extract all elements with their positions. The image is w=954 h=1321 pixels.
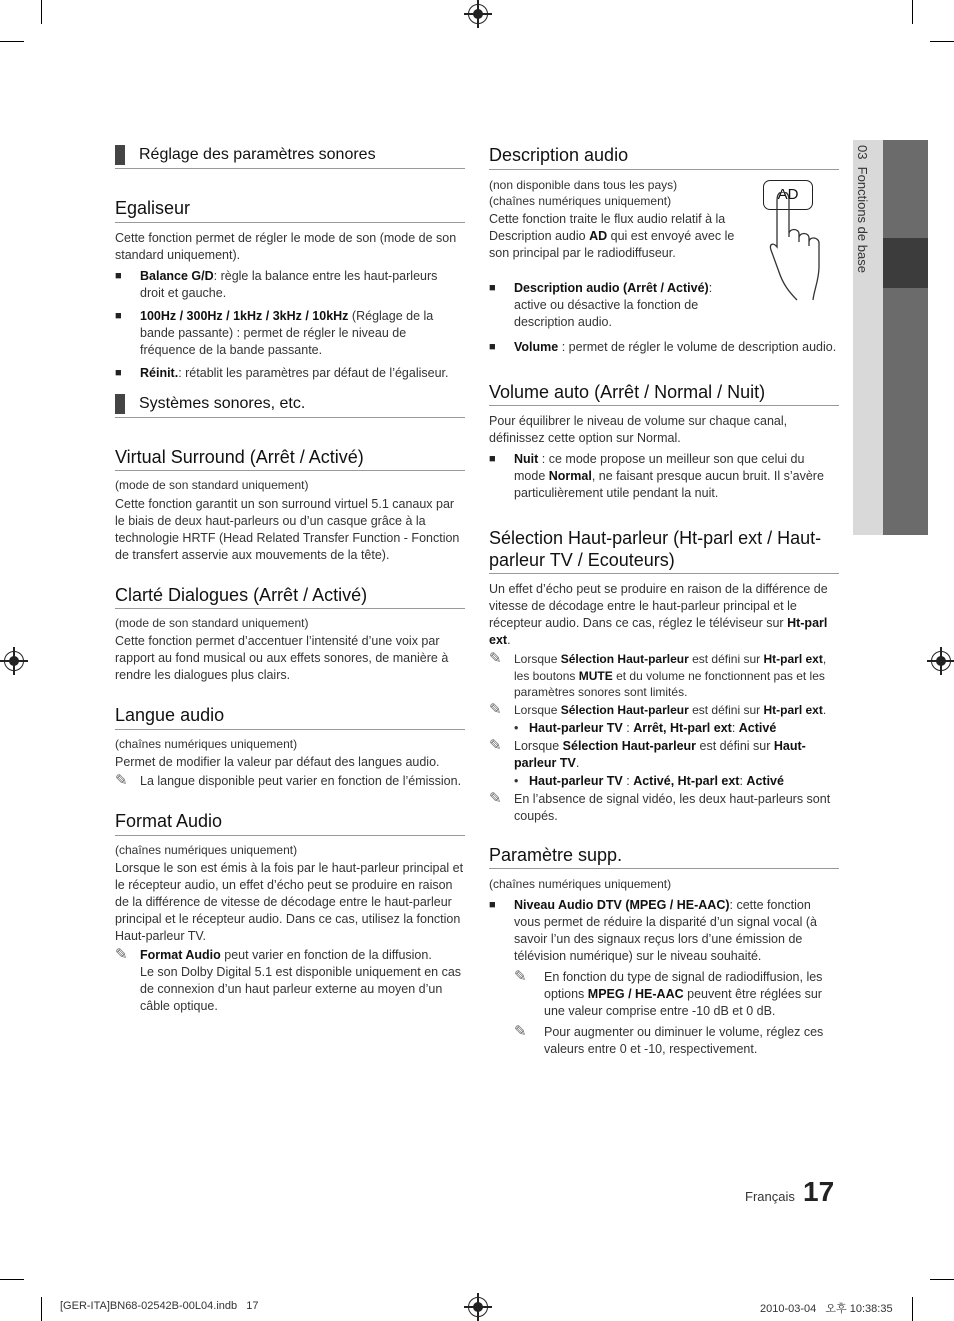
list-item: ■ Nuit : ce mode propose un meilleur son que celui du mode Normal, ne faisant presque aucun bruit. Il s’avère particulièrement utile pendant la nuit.	[489, 452, 824, 501]
note: ✎ En fonction du type de signal de radiodiffusion, les options MPEG / HE-AAC peuvent être réglées sur une valeur comprise entre -10 dB et 0 dB.	[514, 967, 823, 1018]
chapter-title: 03 Fonctions de base	[855, 145, 870, 273]
list-item: ■ Description audio (Arrêt / Activé): active ou désactive la fonction de description audio.	[489, 280, 713, 329]
list-item: ■ Réinit.: rétablit les paramètres par défaut de l’égaliseur.	[115, 365, 449, 380]
pencil-icon: ✎	[489, 789, 502, 807]
heading-virtual-surround: Virtual Surround (Arrêt / Activé)	[115, 447, 465, 472]
note: ✎ En l’absence de signal vidéo, les deux haut-parleurs sont coupés.	[489, 789, 831, 823]
registration-mark-icon	[931, 651, 951, 671]
registration-mark-icon	[4, 651, 24, 671]
crop-mark	[912, 1297, 913, 1321]
pencil-icon: ✎	[514, 967, 527, 985]
chapter-tab-dark	[883, 140, 928, 535]
pencil-icon: ✎	[489, 701, 502, 719]
note: ✎ Lorsque Sélection Haut-parleur est défini sur Haut-parleur TV.	[489, 736, 806, 770]
right-column: Description audio (non disponible dans tous les pays) (chaînes numériques uniquement) Cette fonction traite le flux audio relatif à la Description audio AD qui est envoyé avec le son principal par le radiodiffuseur. AD ■ Description audio (Arrêt / Activé): active ou désactive la fonction de description audio. ■ Volume : permet de régler le volume de description audio. Volume auto (Arrêt / Normal / Nuit) Pour équilibrer le niveau de volume sur chaque canal, définissez cette option sur Normal. ■ Nuit : ce mode propose un meilleur son que celui du mode Normal, ne faisant presque aucun bruit. Il s’avère particulièrement utile pendant la nuit. Sélection Haut-parleur (Ht-parl ext / Haut-parleur TV / Ecouteurs) Un effet d’écho peut se produire en raison de la différence de vitesse de décodage entre le haut-parleur principal et le récepteur audio. Dans ce cas, réglez le téléviseur sur Ht-parl ext. ✎ Lorsque Sélection Haut-parleur est défini sur Ht-parl ext, les boutons MUTE et du volume ne fonctionnent pas et les paramètres sonores sont limités. ✎ Lorsque Sélection Haut-parleur est défini sur Ht-parl ext. • Haut-parleur TV : Arrêt, Ht-parl ext: Activé ✎ Lorsque Sélection Haut-parleur est défini sur Haut-parleur TV. • Haut-parleur TV : Activé, Ht-parl ext: Activé ✎ En l’absence de signal vidéo, les deux haut-parleurs sont coupés. Paramètre supp. (chaînes numériques uniquement) ■ Niveau Audio DTV (MPEG / HE-AAC): cette fonction vous permet de réduire la disparité d’un signal vocal (à savoir l’un des signaux reçus lors d’une émission de télévision numérique) sur le niveau souhaité. ✎ En fonction du type de signal de radiodiffusion, les options MPEG / HE-AAC peuvent être réglées sur une valeur comprise entre -10 dB et 0 dB. ✎ Pour augmenter ou diminuer le volume, réglez ces valeurs entre 0 et -10, respectivement.	[489, 140, 839, 1058]
hand-icon	[769, 192, 839, 302]
paragraph: Cette fonction permet de régler le mode de son (mode de son standard uniquement).	[115, 230, 457, 262]
chapter-tab-marker	[883, 238, 928, 288]
list-item: ■ Niveau Audio DTV (MPEG / HE-AAC): cette fonction vous permet de réduire la disparité d’un signal vocal (à savoir l’un des signaux reçus lors d’une émission de télévision numérique) sur le niveau souhaité.	[489, 897, 817, 963]
desc-block: (non disponible dans tous les pays) (chaînes numériques uniquement) Cette fonction traite le flux audio relatif à la Description audio AD qui est envoyé avec le son principal par le radiodiffuseur. AD	[489, 170, 839, 300]
pencil-icon: ✎	[514, 1022, 527, 1040]
registration-mark-icon	[468, 1297, 488, 1317]
pencil-icon: ✎	[115, 946, 128, 964]
list-item: ■ 100Hz / 300Hz / 1kHz / 3kHz / 10kHz (Réglage de la bande passante) : permet de régler le niveau de fréquence de la bande passante.	[115, 308, 434, 357]
pencil-icon: ✎	[489, 650, 502, 668]
heading-egaliseur: Egaliseur	[115, 198, 465, 223]
list-item: • Haut-parleur TV : Arrêt, Ht-parl ext: Activé	[514, 720, 777, 735]
section-header: Réglage des paramètres sonores	[115, 145, 465, 169]
note: ✎ Format Audio peut varier en fonction de la diffusion. Le son Dolby Digital 5.1 est disponible uniquement en cas de connexion d’un haut parleur externe au moyen d’un câble optique.	[115, 946, 462, 1014]
note: ✎ Lorsque Sélection Haut-parleur est défini sur Ht-parl ext.	[489, 701, 827, 719]
heading-format-audio: Format Audio	[115, 811, 465, 836]
crop-mark	[0, 41, 24, 42]
heading-volume-auto: Volume auto (Arrêt / Normal / Nuit)	[489, 382, 839, 407]
crop-mark	[41, 1297, 42, 1321]
footer-language: Français	[745, 1189, 795, 1204]
crop-mark	[41, 0, 42, 24]
crop-mark	[930, 41, 954, 42]
page-number: 17	[803, 1176, 835, 1207]
list-item: ■ Volume : permet de régler le volume de description audio.	[489, 339, 837, 354]
heading-langue: Langue audio	[115, 705, 465, 730]
remote-hand-illustration	[739, 170, 839, 300]
heading-selection-haut-parleur: Sélection Haut-parleur (Ht-parl ext / Haut-parleur TV / Ecouteurs)	[489, 528, 839, 574]
note: ✎ Lorsque Sélection Haut-parleur est défini sur Ht-parl ext, les boutons MUTE et du volume ne fonctionnent pas et les paramètres sonores sont limités.	[489, 650, 827, 699]
heading-clarte: Clarté Dialogues (Arrêt / Activé)	[115, 585, 465, 610]
list-item: • Haut-parleur TV : Activé, Ht-parl ext: Activé	[514, 773, 784, 788]
heading-parametre-supp: Paramètre supp.	[489, 845, 839, 870]
ad-button: AD	[763, 180, 813, 210]
heading-description-audio: Description audio	[489, 145, 839, 170]
registration-mark-icon	[468, 4, 488, 24]
note: ✎ La langue disponible peut varier en fonction de l’émission.	[115, 772, 462, 790]
crop-mark	[930, 1279, 954, 1280]
crop-mark	[912, 0, 913, 24]
print-file-info: [GER-ITA]BN68-02542B-00L04.indb 17	[60, 1300, 259, 1312]
list-item: ■ Balance G/D: règle la balance entre les haut-parleurs droit et gauche.	[115, 268, 438, 300]
pencil-icon: ✎	[115, 772, 128, 790]
crop-mark	[0, 1279, 24, 1280]
section-header: Systèmes sonores, etc.	[115, 394, 465, 418]
pencil-icon: ✎	[489, 736, 502, 754]
note: ✎ Pour augmenter ou diminuer le volume, réglez ces valeurs entre 0 et -10, respectivement.	[514, 1022, 824, 1056]
print-date-info: 2010-03-04 오후 10:38:35	[760, 1303, 893, 1315]
left-column: Réglage des paramètres sonores Egaliseur Cette fonction permet de régler le mode de son (mode de son standard uniquement). ■ Balance G/D: règle la balance entre les haut-parleurs droit et gauche. ■ 100Hz / 300Hz / 1kHz / 3kHz / 10kHz (Réglage de la bande passante) : permet de régler le niveau de fréquence de la bande passante. ■ Réinit.: rétablit les paramètres par défaut de l’égaliseur. Systèmes sonores, etc. Virtual Surround (Arrêt / Activé) (mode de son standard uniquement) Cette fonction garantit un son surround virtuel 5.1 canaux par le biais de deux haut-parleurs ou d’un casque grâce à la technologie HRTF (Head Related Transfer Function - Fonction de transfert asservie aux mouvements de la tête). Clarté Dialogues (Arrêt / Activé) (mode de son standard uniquement) Cette fonction permet d’accentuer l’intensité d’une voix par rapport au fond musical ou aux effets sonores, de manière à rendre les dialogues plus clairs. Langue audio (chaînes numériques uniquement) Permet de modifier la valeur par défaut des langues audio. ✎ La langue disponible peut varier en fonction de l’émission. Format Audio (chaînes numériques uniquement) Lorsque le son est émis à la fois par le haut-parleur principal et le récepteur audio, un effet d’écho peut se produire en raison de la différence de vitesse de décodage entre le haut-parleur principal et le récepteur audio. Dans ce cas, utilisez la fonction Haut-parleur TV. ✎ Format Audio peut varier en fonction de la diffusion. Le son Dolby Digital 5.1 est disponible uniquement en cas de connexion d’un haut parleur externe au moyen d’un câble optique.	[115, 146, 464, 1014]
